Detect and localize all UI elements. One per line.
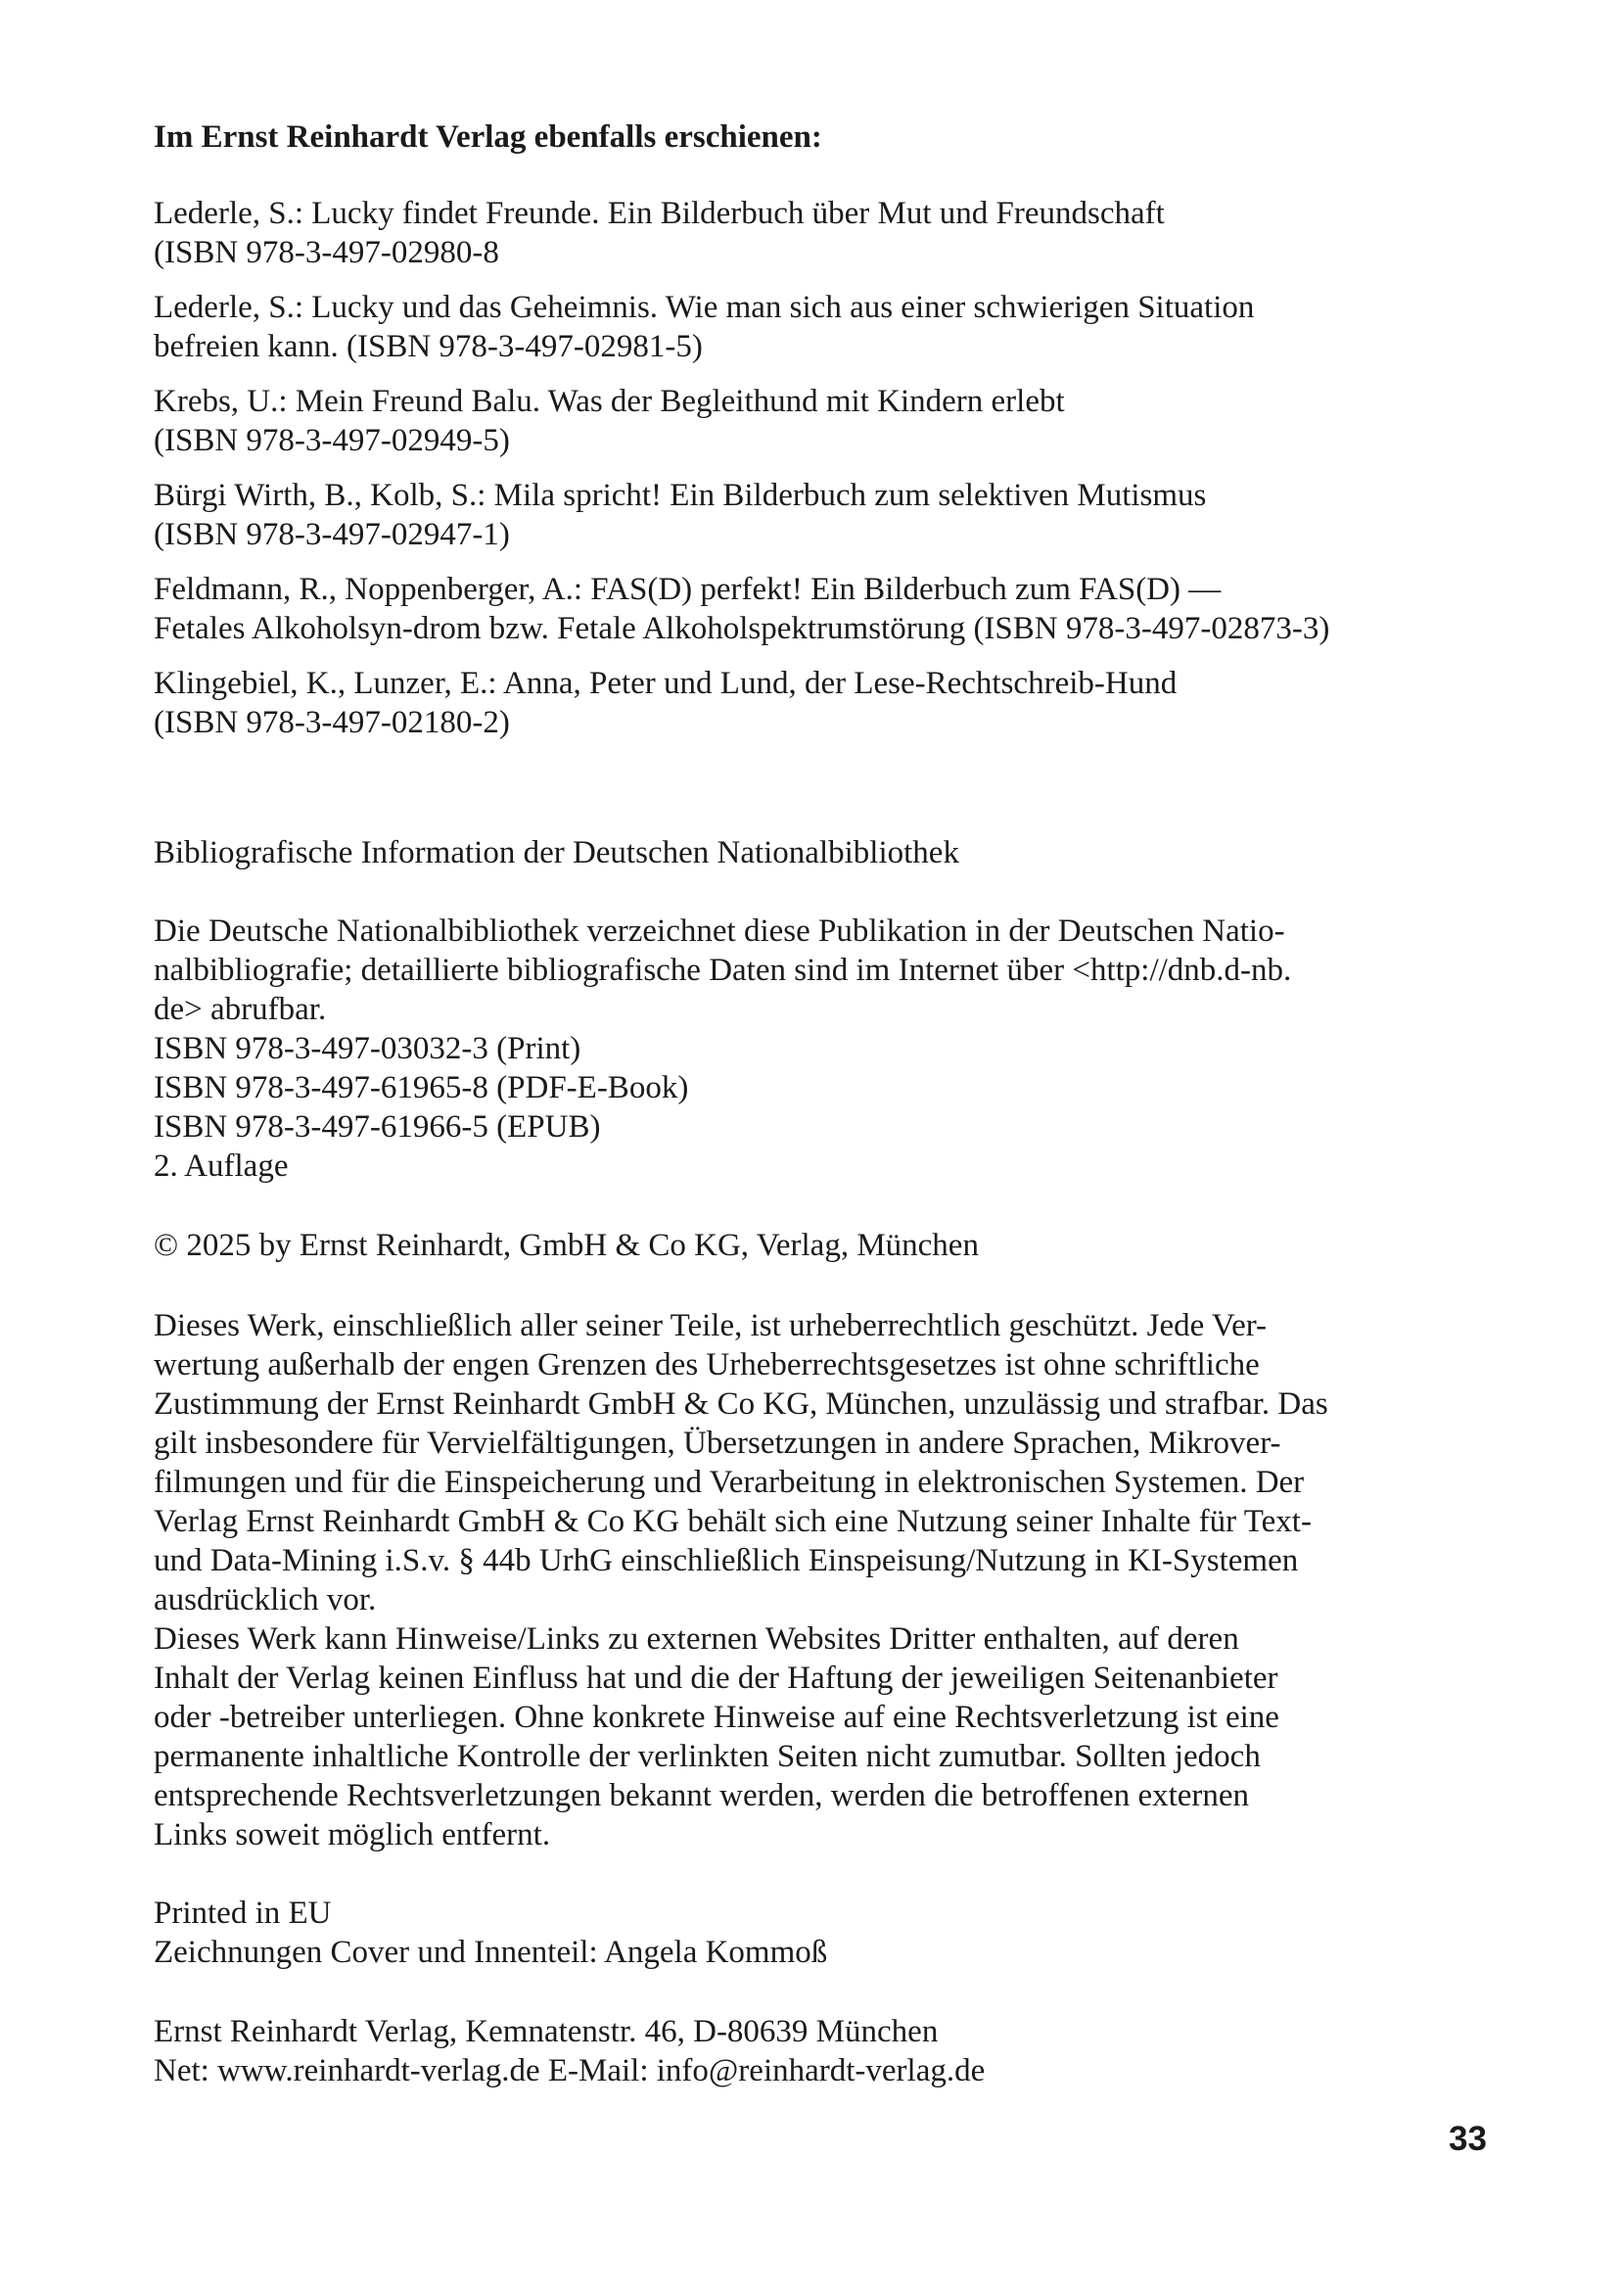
legal-notice-section (154, 1306, 1514, 1854)
legal-line: gilt insbesondere für Vervielfältigungen, Übersetzungen in andere Sprachen, Mikrover- (154, 1426, 1281, 1461)
isbn-epub: ISBN 978-3-497-61966-5 (EPUB) (154, 1109, 601, 1145)
publisher-address: Ernst Reinhardt Verlag, Kemnatenstr. 46, D-80639 München (154, 2014, 939, 2049)
legal-line: permanente inhaltliche Kontrolle der verlinkten Seiten nicht zumutbar. Sollten jedoch (154, 1739, 1261, 1774)
book-entry (154, 664, 1514, 742)
biblio-title: Bibliografische Information der Deutschen Nationalbibliothek (154, 835, 959, 870)
print-info-section (154, 1894, 1514, 1972)
legal-line: Zustimmung der Ernst Reinhardt GmbH & Co KG, München, unzulässig und strafbar. Das (154, 1386, 1328, 1422)
book-entry-line: (ISBN 978-3-497-02980-8 (154, 235, 499, 270)
biblio-title-section (154, 833, 1514, 872)
book-entry-line: Lederle, S.: Lucky findet Freunde. Ein Bilderbuch über Mut und Freundschaft (154, 196, 1165, 231)
printed-in: Printed in EU (154, 1896, 332, 1931)
legal-line: und Data-Mining i.S.v. § 44b UrhG einschließlich Einspeisung/Nutzung in KI-Systemen (154, 1543, 1299, 1578)
biblio-line: nalbibliografie; detaillierte bibliografische Daten sind im Internet über <http://dnb.d-nb. (154, 953, 1292, 988)
isbn-pdf: ISBN 978-3-497-61965-8 (PDF-E-Book) (154, 1070, 689, 1105)
legal-line: Links soweit möglich entfernt. (154, 1817, 551, 1852)
book-entry-line: Feldmann, R., Noppenberger, A.: FAS(D) perfekt! Ein Bilderbuch zum FAS(D) — (154, 572, 1222, 607)
book-entry (154, 382, 1514, 460)
publisher-section (154, 2012, 1514, 2090)
legal-line: wertung außerhalb der engen Grenzen des Urheberrechtsgesetzes ist ohne schriftliche (154, 1347, 1260, 1382)
copyright-notice: © 2025 by Ernst Reinhardt, GmbH & Co KG, Verlag, München (154, 1228, 979, 1263)
biblio-line: Die Deutsche Nationalbibliothek verzeichnet diese Publikation in der Deutschen Natio- (154, 914, 1285, 949)
book-entry (154, 570, 1514, 648)
isbn-print: ISBN 978-3-497-03032-3 (Print) (154, 1031, 581, 1066)
illustrator-credit: Zeichnungen Cover und Innenteil: Angela Kommoß (154, 1935, 828, 1970)
book-entry-line: Fetales Alkoholsyn-drom bzw. Fetale Alkoholspektrumstörung (ISBN 978-3-497-02873-3) (154, 611, 1330, 646)
legal-line: Inhalt der Verlag keinen Einfluss hat und die der Haftung der jeweiligen Seitenanbieter (154, 1661, 1278, 1696)
book-entry-line: Bürgi Wirth, B., Kolb, S.: Mila spricht! Ein Bilderbuch zum selektiven Mutismus (154, 478, 1207, 513)
biblio-info-section (154, 912, 1514, 1186)
legal-line: filmungen und für die Einspeicherung und Verarbeitung in elektronischen Systemen. Der (154, 1465, 1305, 1500)
book-entry-line: Klingebiel, K., Lunzer, E.: Anna, Peter und Lund, der Lese-Rechtschreib-Hund (154, 666, 1178, 701)
book-entry-line: Krebs, U.: Mein Freund Balu. Was der Begleithund mit Kindern erlebt (154, 384, 1065, 419)
page-number: 33 (1449, 2120, 1487, 2158)
copyright-section (154, 1226, 1514, 1265)
book-entry (154, 288, 1514, 366)
book-entry-line: befreien kann. (ISBN 978-3-497-02981-5) (154, 329, 703, 364)
legal-line: Verlag Ernst Reinhardt GmbH & Co KG behält sich eine Nutzung seiner Inhalte für Text- (154, 1504, 1312, 1539)
legal-line: Dieses Werk, einschließlich aller seiner Teile, ist urheberrechtlich geschützt. Jede Ver- (154, 1308, 1268, 1343)
book-list-section (154, 117, 1514, 758)
legal-line: oder -betreiber unterliegen. Ohne konkrete Hinweise auf eine Rechtsverletzung ist eine (154, 1700, 1279, 1735)
edition: 2. Auflage (154, 1148, 289, 1184)
legal-line: Dieses Werk kann Hinweise/Links zu externen Websites Dritter enthalten, auf deren (154, 1621, 1239, 1657)
legal-line: entsprechende Rechtsverletzungen bekannt werden, werden die betroffenen externen (154, 1778, 1250, 1813)
book-entry (154, 194, 1514, 272)
biblio-line: de> abrufbar. (154, 992, 327, 1027)
book-entry-line: Lederle, S.: Lucky und das Geheimnis. Wie man sich aus einer schwierigen Situation (154, 290, 1255, 325)
book-entry-line: (ISBN 978-3-497-02180-2) (154, 705, 510, 740)
book-entry-line: (ISBN 978-3-497-02949-5) (154, 423, 510, 458)
section-heading: Im Ernst Reinhardt Verlag ebenfalls erschienen: (154, 119, 822, 155)
book-entry (154, 476, 1514, 554)
publisher-contact: Net: www.reinhardt-verlag.de E-Mail: info@reinhardt-verlag.de (154, 2053, 986, 2088)
book-entry-line: (ISBN 978-3-497-02947-1) (154, 517, 510, 552)
legal-line: ausdrücklich vor. (154, 1582, 377, 1617)
